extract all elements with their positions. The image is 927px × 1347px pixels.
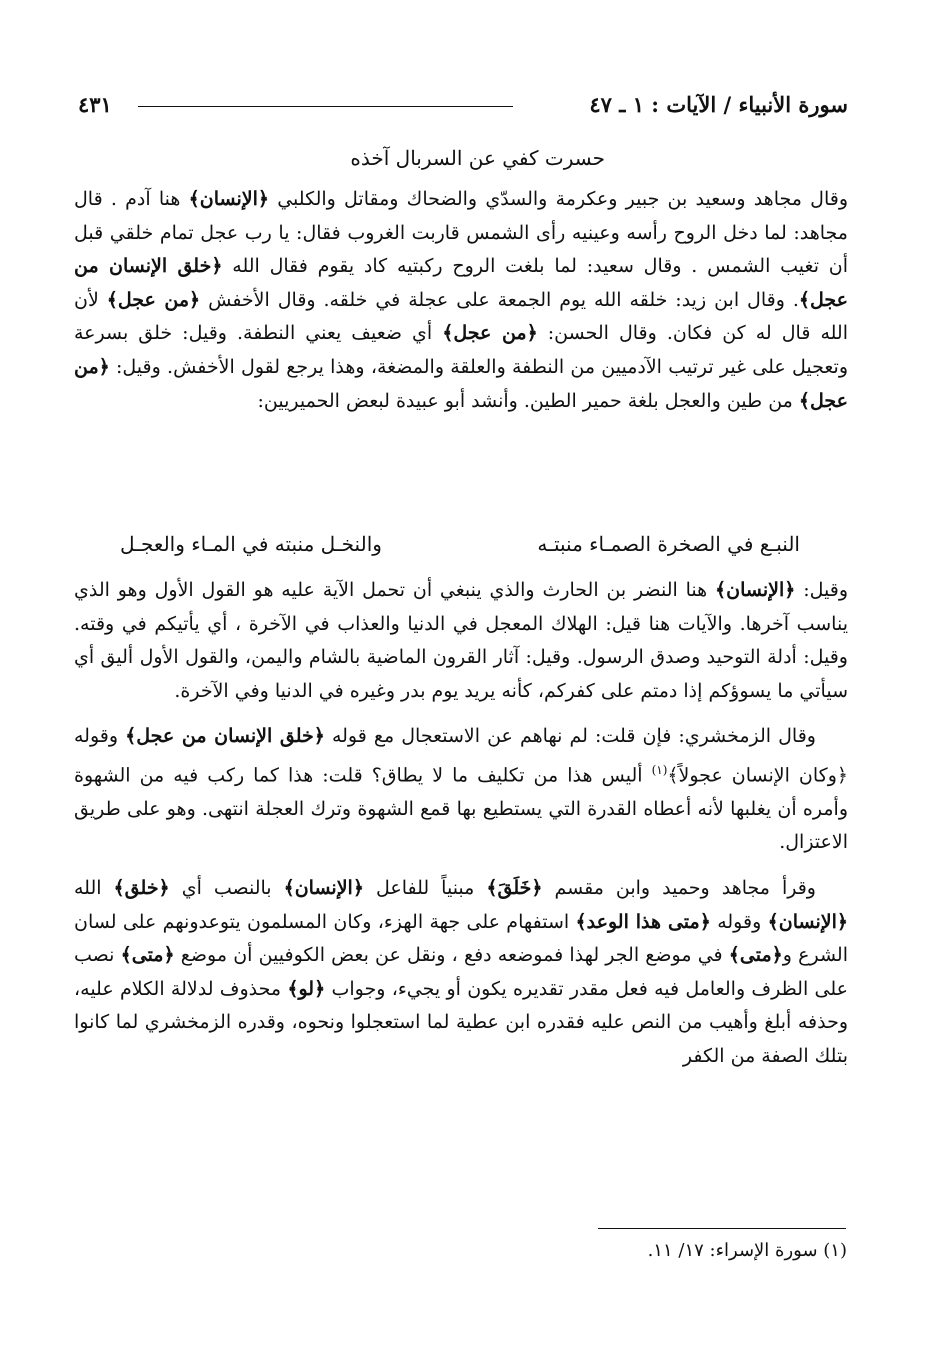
text-run: وقال الزمخشري: فإن قلت: لم نهاهم عن الاستعجال مع قوله	[324, 725, 816, 748]
footnote-ref: (١)	[651, 762, 668, 777]
text-run: في موضع الجر لهذا فموضعه دفع ، ونقل عن بعض الكوفيين أن موضع	[174, 944, 729, 967]
quran-citation: ﴿الإنسان﴾	[715, 579, 796, 601]
text-run: هنا النضر بن الحارث والذي ينبغي أن تحمل الآية عليه هو القول الأول وهو الذي يناسب آخرها. والآيات هنا قيل: الهلاك المعجل في الدنيا والعذاب في الآخرة ، أي يأتيكم في وقته. وقيل: أدلة التوحيد وصدق الرسول. وقيل: آثار القرون الماضية بالشام واليمن، والقول الأول أليق أي سيأتي ما يسوؤكم إذا دمتم على كفركم، كأنه يريد يوم بدر وغيره في الدنيا وفي الآخرة.	[74, 579, 848, 702]
quran-citation: ﴿من عجل﴾	[106, 288, 201, 311]
quran-citation: ﴿متى﴾	[728, 944, 783, 967]
quran-citation: ﴿خلق﴾	[113, 877, 170, 900]
text-run: وقال مجاهد وسعيد بن جبير وعكرمة والسدّي والضحاك ومقاتل والكلبي	[269, 188, 848, 210]
quran-citation: ﴿خلق الإنسان من عجل﴾	[125, 725, 325, 748]
text-run: وقوله ﴿وكان الإنسان عجولاً﴾	[74, 725, 849, 787]
poem-hemistich-2: والنخـل منبته في المـاء والعجـل	[120, 532, 382, 556]
text-run: هنا آدم . قال مجاهد: لما دخل الروح رأسه وعينيه رأى الشمس قاربت الغروب فقال: يا رب عجل تمام خلقي قبل أن تغيب الشمس . وقال سعيد: لما بلغت الروح ركبتيه كاد يقوم فقال الله	[74, 188, 848, 278]
paragraph-4-text	[74, 872, 848, 1074]
text-run: الله	[74, 877, 114, 900]
text-run: وقرأ مجاهد وحميد وابن مقسم	[542, 877, 816, 900]
quran-citation: ﴿من عجل﴾	[442, 322, 538, 345]
quran-citation: ﴿الإنسان﴾	[188, 188, 269, 210]
text-run: محذوف لدلالة الكلام عليه، وحذفه أبلغ وأهيب من النص عليه فقدره ابن عطية لما استعجلوا ونحوه، وقدره الزمخشري لما كانوا بتلك الصفة من الكفر	[74, 977, 848, 1068]
paragraph-1	[74, 183, 848, 418]
poem-verse	[120, 532, 800, 564]
quran-citation: ﴿الإنسان﴾	[283, 877, 364, 900]
footnote: (١) سورة الإسراء: ١٧/ ١١.	[647, 1240, 847, 1261]
header-title: سورة الأنبياء / الآيات : ١ ـ ٤٧	[589, 92, 848, 117]
paragraph-1-text	[74, 183, 848, 418]
text-run: بالنصب أي	[169, 877, 284, 900]
text-run: أليس هذا من تكليف ما لا يطاق؟ قلت: هذا كما ركب فيه من الشهوة وأمره أن يغلبها لأنه أعطاه القدرة التي يستطيع بها قمع الشهوة وترك العجلة انتهى. وهو على طريق الاعتزال.	[74, 764, 848, 854]
verse-line: حسرت كفي عن السربال آخذه	[350, 146, 605, 170]
text-run: . وقال ابن زيد: خلقه الله يوم الجمعة على عجلة في خلقه. وقال الأخفش	[200, 288, 799, 311]
running-header	[78, 92, 848, 122]
quran-citation: ﴿لو﴾	[287, 977, 326, 1000]
text-run: مبنياً للفاعل	[363, 877, 487, 900]
paragraph-3-text	[74, 720, 848, 860]
text-run: وقيل:	[795, 579, 849, 601]
text-run: من طين والعجل بلغة حمير الطين. وأنشد أبو عبيدة لبعض الحميريين:	[257, 389, 799, 412]
quran-citation: ﴿الإنسان﴾	[767, 910, 848, 933]
quran-citation: ﴿متى﴾	[120, 944, 175, 967]
paragraph-2-text	[74, 574, 848, 708]
text-run: استفهام على جهة الهزء، وكان المسلمون يتوعدونهم على لسان الشرع و	[74, 910, 848, 967]
text-run: وقوله	[710, 910, 768, 933]
text-run: أي ضعيف يعني النطفة. وقيل: خلق بسرعة وتعجيل على غير ترتيب الآدميين من النطفة والعلقة والمضغة، وهذا يرجع لقول الأخفش. وقيل:	[74, 322, 848, 378]
quran-citation: ﴿من عجل﴾	[74, 355, 848, 412]
quran-citation: ﴿متى هذا الوعد﴾	[575, 910, 711, 933]
paragraph-group	[74, 574, 848, 1074]
poem-hemistich-1: النبـع في الصخرة الصمـاء منبتـه	[537, 532, 800, 556]
page-number: ٤٣١	[78, 92, 112, 117]
footnote-rule	[598, 1228, 846, 1229]
header-rule	[138, 106, 513, 107]
quran-citation: ﴿خلق الإنسان من عجل﴾	[74, 255, 848, 311]
text-run: نصب على الظرف والعامل فيه فعل مقدر تقديره يكون أو يجيء، وجواب	[74, 944, 848, 1000]
text-run: لأن الله قال له كن فكان. وقال الحسن:	[74, 288, 848, 345]
quran-citation: ﴿خَلَقَ﴾	[486, 877, 543, 900]
